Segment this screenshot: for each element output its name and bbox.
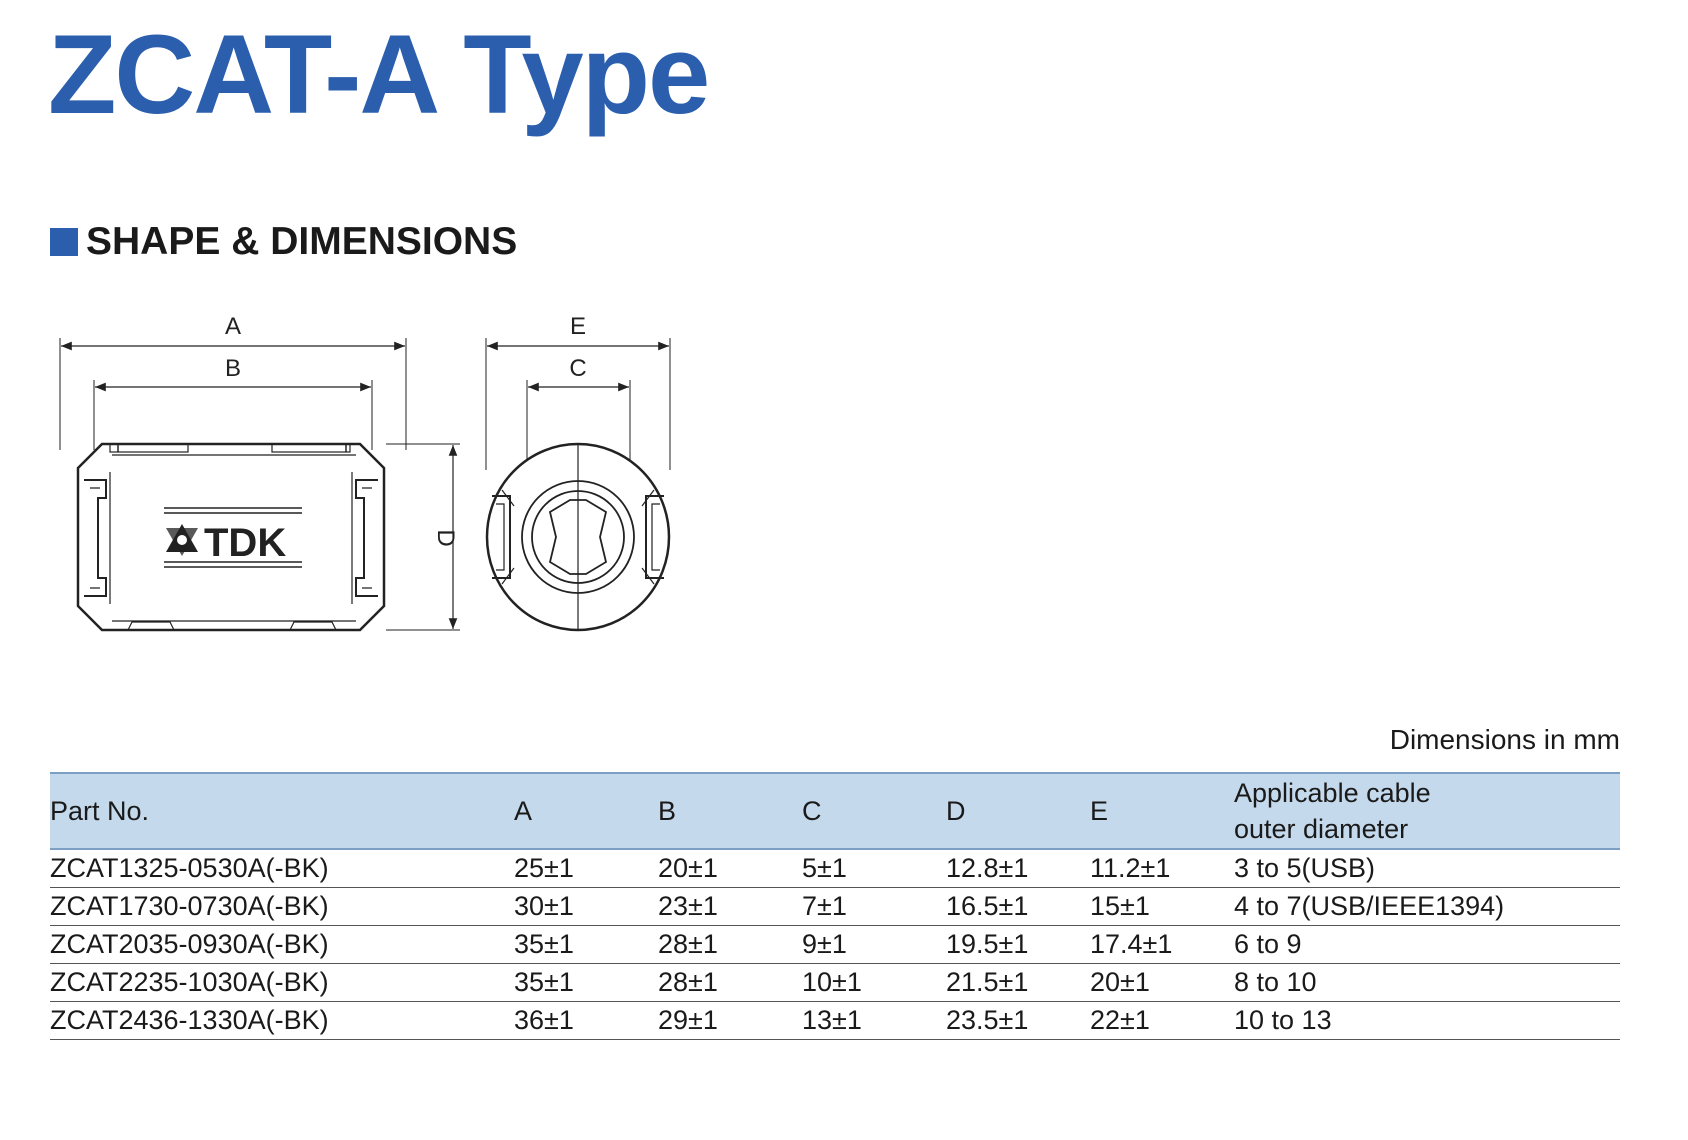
header-cable-diameter bbox=[1234, 773, 1620, 849]
cell-b: 23±1 bbox=[658, 888, 802, 926]
cell-d: 19.5±1 bbox=[946, 926, 1090, 964]
cell-cable: 8 to 10 bbox=[1234, 964, 1620, 1002]
cell-b: 20±1 bbox=[658, 849, 802, 888]
cell-part-no: ZCAT1325-0530A(-BK) bbox=[50, 849, 514, 888]
dim-label-a: A bbox=[224, 313, 242, 340]
cell-a: 30±1 bbox=[514, 888, 658, 926]
cell-a: 35±1 bbox=[514, 964, 658, 1002]
dimensions-table bbox=[50, 772, 1620, 1040]
tdk-logo-text: TDK bbox=[204, 521, 287, 565]
table-row bbox=[50, 849, 1620, 888]
cell-c: 13±1 bbox=[802, 1002, 946, 1040]
cell-cable: 10 to 13 bbox=[1234, 1002, 1620, 1040]
cell-part-no: ZCAT1730-0730A(-BK) bbox=[50, 888, 514, 926]
cell-d: 21.5±1 bbox=[946, 964, 1090, 1002]
header-b: B bbox=[658, 773, 802, 849]
cell-b: 28±1 bbox=[658, 926, 802, 964]
dim-label-d: D bbox=[432, 529, 459, 547]
cell-b: 28±1 bbox=[658, 964, 802, 1002]
header-a: A bbox=[514, 773, 658, 849]
section-heading bbox=[50, 222, 517, 262]
cell-cable: 3 to 5(USB) bbox=[1234, 849, 1620, 888]
side-view bbox=[60, 338, 460, 630]
cell-part-no: ZCAT2436-1330A(-BK) bbox=[50, 1002, 514, 1040]
cell-cable: 4 to 7(USB/IEEE1394) bbox=[1234, 888, 1620, 926]
table-row bbox=[50, 926, 1620, 964]
header-c: C bbox=[802, 773, 946, 849]
cell-c: 9±1 bbox=[802, 926, 946, 964]
section-bullet bbox=[50, 228, 78, 256]
cell-a: 36±1 bbox=[514, 1002, 658, 1040]
cell-d: 16.5±1 bbox=[946, 888, 1090, 926]
cell-e: 22±1 bbox=[1090, 1002, 1234, 1040]
cell-c: 5±1 bbox=[802, 849, 946, 888]
header-e: E bbox=[1090, 773, 1234, 849]
cell-a: 35±1 bbox=[514, 926, 658, 964]
cell-e: 20±1 bbox=[1090, 964, 1234, 1002]
page-title: ZCAT-A Type bbox=[48, 12, 709, 137]
header-d: D bbox=[946, 773, 1090, 849]
cell-d: 12.8±1 bbox=[946, 849, 1090, 888]
table-header-row bbox=[50, 773, 1620, 849]
cell-d: 23.5±1 bbox=[946, 1002, 1090, 1040]
cell-e: 17.4±1 bbox=[1090, 926, 1234, 964]
section-title: SHAPE & DIMENSIONS bbox=[86, 220, 518, 263]
dim-label-e: E bbox=[569, 313, 587, 340]
cell-part-no: ZCAT2235-1030A(-BK) bbox=[50, 964, 514, 1002]
cell-b: 29±1 bbox=[658, 1002, 802, 1040]
dim-label-b: B bbox=[224, 355, 242, 382]
dim-label-c: C bbox=[569, 355, 587, 382]
cell-c: 7±1 bbox=[802, 888, 946, 926]
cell-a: 25±1 bbox=[514, 849, 658, 888]
cell-e: 11.2±1 bbox=[1090, 849, 1234, 888]
table-row bbox=[50, 964, 1620, 1002]
cell-e: 15±1 bbox=[1090, 888, 1234, 926]
header-part-no: Part No. bbox=[50, 773, 514, 849]
cell-cable: 6 to 9 bbox=[1234, 926, 1620, 964]
dimension-drawing bbox=[40, 300, 680, 650]
header-cable-line1: Applicable cable bbox=[1234, 778, 1431, 808]
table-row bbox=[50, 1002, 1620, 1040]
table-row bbox=[50, 888, 1620, 926]
header-cable-line2: outer diameter bbox=[1234, 814, 1409, 844]
units-note: Dimensions in mm bbox=[1389, 724, 1620, 755]
cell-part-no: ZCAT2035-0930A(-BK) bbox=[50, 926, 514, 964]
cell-c: 10±1 bbox=[802, 964, 946, 1002]
